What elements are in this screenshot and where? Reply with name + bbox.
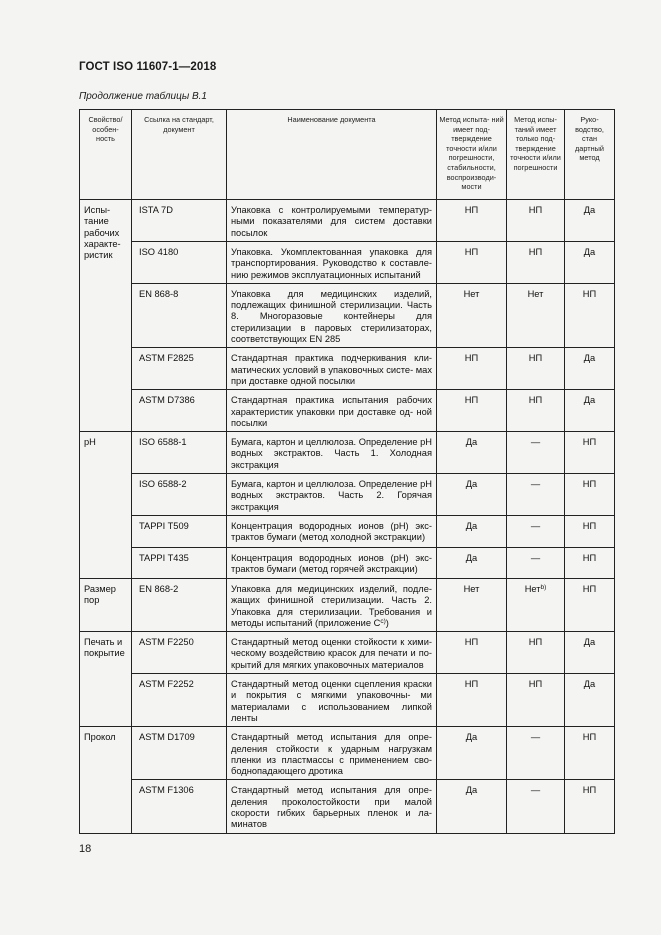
document-header: ГОСТ ISO 11607-1—2018 — [79, 61, 217, 73]
document-name-cell: Упаковка с контролируемыми температур- ными показателями для систем доставки посылок — [227, 200, 437, 242]
document-name-cell: Стандартный метод испытания для опре- деления проколостойкости при малой скорости гибких барьерных пленок и ла- минатов — [227, 780, 437, 834]
document-name-text: Упаковка для медицинских изделий, подле- жащих финишной стерилизации. Часть 2. Упаковка для стерилизации. Требования и методы испытаний (приложение C — [231, 583, 432, 628]
method-full-cell: НП — [437, 390, 507, 432]
reference-cell: ISO 6588-2 — [132, 474, 227, 516]
table-row — [80, 674, 615, 727]
document-name-cell: Стандартный метод испытания для опре- деления стойкости к ударным нагрузкам пленки из пластмассы с применением сво- боднопадающего дротика — [227, 727, 437, 780]
property-cell: Печать и покрытие — [80, 632, 132, 727]
guidance-cell: НП — [565, 727, 615, 780]
document-name-cell: Концентрация водородных ионов (pH) экс- трактов бумаги (метод холодной экстракции) — [227, 515, 437, 547]
property-cell: Прокол — [80, 727, 132, 834]
table-row — [80, 200, 615, 242]
reference-cell: ASTM F2250 — [132, 632, 227, 674]
document-name-cell: Бумага, картон и целлюлоза. Определение pH водных экстрактов. Часть 1. Холодная экстракция — [227, 432, 437, 474]
document-name-cell: Бумага, картон и целлюлоза. Определение pH водных экстрактов. Часть 2. Горячая экстракция — [227, 474, 437, 516]
document-name-cell: Стандартный метод оценки сцепления краски и покрытия с мягкими упаковочны- ми материалами с использованием липкой ленты — [227, 674, 437, 727]
document-name-cell: Стандартная практика подчеркивания кли- матических условий в упаковочных систе- мах при доставке одной посылки — [227, 348, 437, 390]
method-accuracy-cell: НП — [507, 632, 565, 674]
guidance-cell: НП — [565, 780, 615, 834]
method-full-cell: Да — [437, 780, 507, 834]
table-row — [80, 242, 615, 284]
reference-cell: EN 868-2 — [132, 578, 227, 631]
table-row — [80, 283, 615, 347]
reference-cell: ASTM F2825 — [132, 348, 227, 390]
method-accuracy-cell: НП — [507, 200, 565, 242]
document-name-end: ) — [385, 617, 389, 628]
table-row — [80, 578, 615, 631]
guidance-cell: НП — [565, 515, 615, 547]
method-full-cell: НП — [437, 348, 507, 390]
method-accuracy-cell: НП — [507, 242, 565, 284]
table-row — [80, 432, 615, 474]
table-caption: Продолжение таблицы В.1 — [79, 91, 207, 102]
reference-cell: ISTA 7D — [132, 200, 227, 242]
reference-cell: TAPPI T509 — [132, 515, 227, 547]
standards-table — [79, 109, 615, 834]
reference-cell: ASTM D1709 — [132, 727, 227, 780]
document-name-cell: Стандартный метод оценки стойкости к хими- ческому воздействию красок для печати и по- крытий для мягких упаковочных материалов — [227, 632, 437, 674]
table-row — [80, 632, 615, 674]
header-document-name: Наименование документа — [227, 110, 437, 200]
method-accuracy-value: Нет — [524, 583, 541, 594]
guidance-cell: Да — [565, 632, 615, 674]
document-name-cell: Упаковка для медицинских изделий, подлежащих финишной стерилизации. Часть 8. Многоразовые контейнеры для стерилизации в паровых стерилизаторах, соответствующих EN 285 — [227, 283, 437, 347]
guidance-cell: Да — [565, 348, 615, 390]
method-accuracy-cell: — — [507, 780, 565, 834]
method-full-cell: Нет — [437, 578, 507, 631]
table-row — [80, 780, 615, 834]
footnote-marker: c) — [380, 617, 386, 625]
property-cell: pH — [80, 432, 132, 579]
method-full-cell: Да — [437, 727, 507, 780]
reference-cell: ISO 4180 — [132, 242, 227, 284]
method-accuracy-cell: — — [507, 547, 565, 578]
reference-cell: ASTM D7386 — [132, 390, 227, 432]
method-accuracy-cell: НП — [507, 348, 565, 390]
method-full-cell: НП — [437, 632, 507, 674]
guidance-cell: Да — [565, 200, 615, 242]
table-header-row — [80, 110, 615, 200]
method-accuracy-cell: НП — [507, 390, 565, 432]
method-full-cell: Да — [437, 547, 507, 578]
guidance-cell: НП — [565, 474, 615, 516]
header-property: Свойство/ особен- ность — [80, 110, 132, 200]
method-full-cell: Нет — [437, 283, 507, 347]
table-row — [80, 547, 615, 578]
method-full-cell: НП — [437, 200, 507, 242]
method-accuracy-cell: — — [507, 515, 565, 547]
document-name-cell: Концентрация водородных ионов (pH) экс- трактов бумаги (метод горячей экстракции) — [227, 547, 437, 578]
reference-cell: ISO 6588-1 — [132, 432, 227, 474]
method-accuracy-cell: НП — [507, 674, 565, 727]
table-row — [80, 515, 615, 547]
header-method-accuracy: Метод испы- таний имеет только под- тверждение точности и/или погрешности — [507, 110, 565, 200]
method-full-cell: НП — [437, 242, 507, 284]
document-name-cell: Упаковка. Укомплектованная упаковка для транспортирования. Руководство к составле- нию режимов эксплуатационных испытаний — [227, 242, 437, 284]
header-method-full: Метод испыта- ний имеет под- тверждение точности и/или погрешности, стабильности, воспроизводи- мости — [437, 110, 507, 200]
guidance-cell: Да — [565, 674, 615, 727]
guidance-cell: Да — [565, 242, 615, 284]
document-name-cell — [227, 578, 437, 631]
header-guidance: Руко- водство, стан дартный метод — [565, 110, 615, 200]
method-accuracy-cell: — — [507, 727, 565, 780]
method-accuracy-cell — [507, 578, 565, 631]
method-accuracy-cell: — — [507, 432, 565, 474]
method-full-cell: Да — [437, 474, 507, 516]
guidance-cell: Да — [565, 390, 615, 432]
method-full-cell: НП — [437, 674, 507, 727]
guidance-cell: НП — [565, 578, 615, 631]
method-accuracy-cell: — — [507, 474, 565, 516]
method-full-cell: Да — [437, 515, 507, 547]
reference-cell: TAPPI T435 — [132, 547, 227, 578]
page-number: 18 — [79, 843, 92, 855]
reference-cell: EN 868-8 — [132, 283, 227, 347]
guidance-cell: НП — [565, 432, 615, 474]
guidance-cell: НП — [565, 547, 615, 578]
method-accuracy-cell: Нет — [507, 283, 565, 347]
reference-cell: ASTM F2252 — [132, 674, 227, 727]
table-row — [80, 474, 615, 516]
document-name-cell: Стандартная практика испытания рабочих характеристик упаковки при доставке од- ной посылки — [227, 390, 437, 432]
table-container — [79, 109, 614, 834]
header-reference: Ссылка на стандарт, документ — [132, 110, 227, 200]
property-cell: Размер пор — [80, 578, 132, 631]
table-row — [80, 348, 615, 390]
footnote-marker: b) — [540, 583, 547, 591]
property-cell: Испы- тание рабочих характе- ристик — [80, 200, 132, 432]
table-row — [80, 727, 615, 780]
reference-cell: ASTM F1306 — [132, 780, 227, 834]
table-row — [80, 390, 615, 432]
guidance-cell: НП — [565, 283, 615, 347]
method-full-cell: Да — [437, 432, 507, 474]
